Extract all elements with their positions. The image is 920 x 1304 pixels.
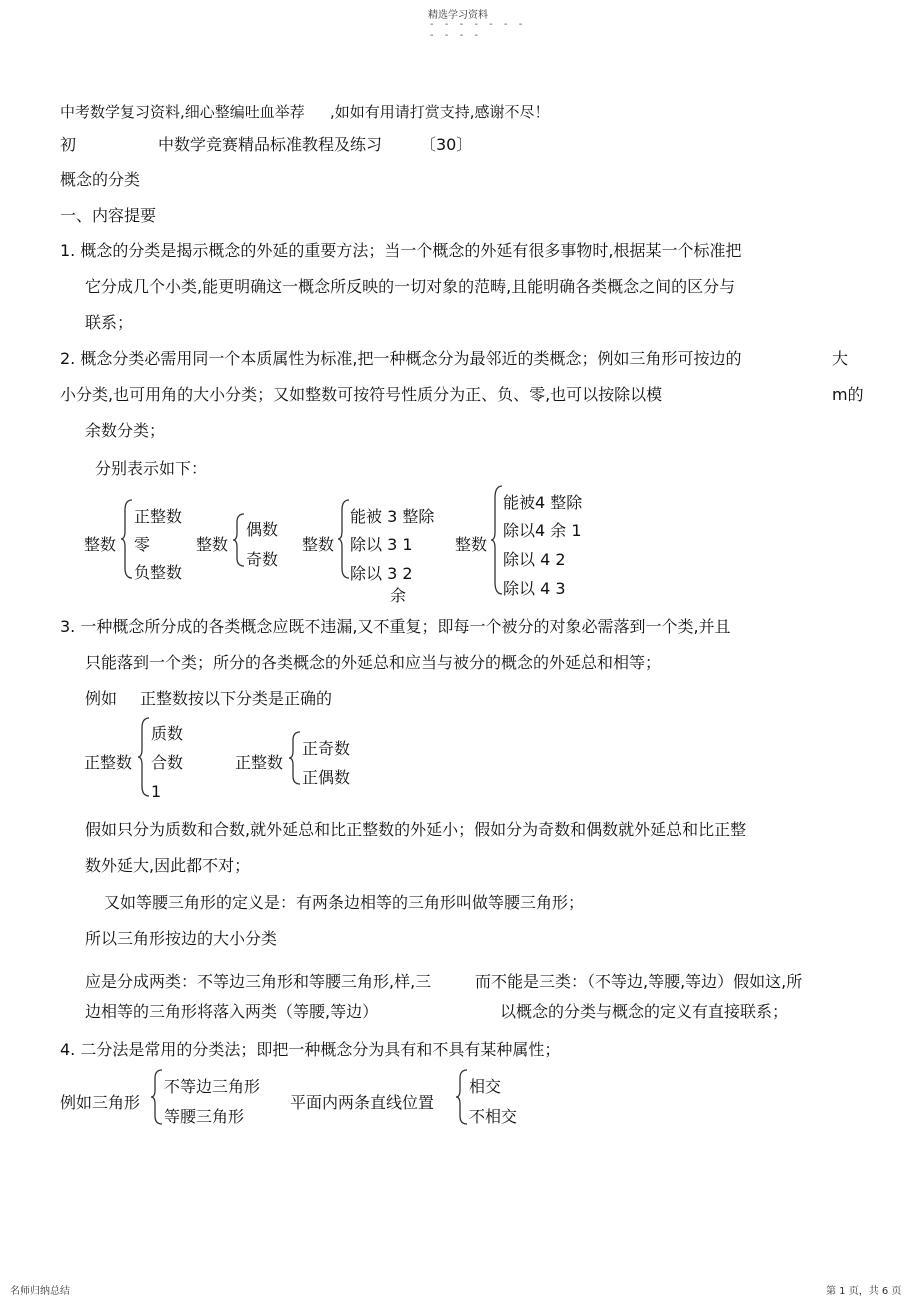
brace-icon xyxy=(288,730,302,786)
subtitle: 概念的分类 xyxy=(60,170,141,189)
class-head: 正整数 xyxy=(84,753,133,772)
paragraph-line: 它分成几个小类,能更明确这一概念所反映的一切对象的范畴,且能明确各类概念之间的区分与 xyxy=(85,277,736,296)
class-item: 正整数 xyxy=(134,507,183,526)
class-item: 相交 xyxy=(469,1077,502,1096)
brace-icon xyxy=(490,484,504,596)
class-item: 零 xyxy=(134,535,151,554)
class-item: 除以 4 2 xyxy=(503,550,566,569)
class-item: 合数 xyxy=(151,753,184,772)
paragraph-line: 边相等的三角形将落入两类（等腰,等边） xyxy=(85,1002,379,1021)
class-head: 整数 xyxy=(455,535,488,554)
paragraph-line: m的 xyxy=(832,385,864,404)
class-item: 能被4 整除 xyxy=(503,493,583,512)
class-item: 不相交 xyxy=(469,1107,518,1126)
class-item: 等腰三角形 xyxy=(164,1107,245,1126)
paragraph-line: 联系； xyxy=(85,313,134,332)
class-item: 除以 4 3 xyxy=(503,579,566,598)
paragraph-line: 所以三角形按边的大小分类 xyxy=(85,929,278,948)
page-number: 第 1 页，共 6 页 xyxy=(826,1286,902,1297)
class-item: 奇数 xyxy=(246,550,279,569)
title-prefix: 初 xyxy=(60,135,77,154)
paragraph-line: 应是分成两类：不等边三角形和等腰三角形,样,三 xyxy=(85,972,432,991)
class-item: 不等边三角形 xyxy=(164,1077,261,1096)
class-item: 负整数 xyxy=(134,563,183,582)
paragraph-line: 4. 二分法是常用的分类法；即把一种概念分为具有和不具有某种属性； xyxy=(60,1040,561,1059)
header-dashes: - - - - xyxy=(430,30,482,41)
brace-icon xyxy=(150,1068,164,1126)
paragraph-line: 只能落到一个类；所分的各类概念的外延总和应当与被分的概念的外延总和相等； xyxy=(85,653,662,672)
paragraph-line: 例如 xyxy=(85,689,118,708)
paragraph-line: 余数分类； xyxy=(85,421,166,440)
class-item: 质数 xyxy=(151,724,184,743)
class-item: 偶数 xyxy=(246,520,279,539)
class-item: 能被 3 整除 xyxy=(350,507,435,526)
paragraph-line: 1. 概念的分类是揭示概念的外延的重要方法；当一个概念的外延有很多事物时,根据某一个标准把 xyxy=(60,241,742,260)
class-head: 平面内两条直线位置 xyxy=(290,1093,435,1112)
intro-line: ,如如有用请打赏支持,感谢不尽！ xyxy=(330,103,550,121)
class-item: 正奇数 xyxy=(302,739,351,758)
class-head: 整数 xyxy=(84,535,117,554)
paragraph-line: 又如等腰三角形的定义是：有两条边相等的三角形叫做等腰三角形； xyxy=(104,893,585,912)
class-head: 正整数 xyxy=(235,753,284,772)
class-head: 整数 xyxy=(196,535,229,554)
paragraph-line: 数外延大,因此都不对； xyxy=(85,856,251,875)
class-head: 整数 xyxy=(302,535,335,554)
class-item: 除以4 余 1 xyxy=(503,521,582,540)
class-item: 除以 3 2 xyxy=(350,564,413,583)
brace-icon xyxy=(137,716,151,798)
paragraph-line: 分别表示如下： xyxy=(95,459,208,478)
brace-icon xyxy=(232,512,246,568)
paragraph-line: 假如只分为质数和合数,就外延总和比正整数的外延小；假如分为奇数和偶数就外延总和比正整 xyxy=(85,820,747,839)
brace-icon xyxy=(120,498,134,580)
header-label: 精选学习资料 xyxy=(428,10,488,21)
paragraph-line: 2. 概念分类必需用同一个本质属性为标准,把一种概念分为最邻近的类概念；例如三角形可按边的 xyxy=(60,349,742,368)
class-note: 余 xyxy=(390,586,407,605)
paragraph-line: 3. 一种概念所分成的各类概念应既不违漏,又不重复；即每一个被分的对象必需落到一个类,并且 xyxy=(60,617,731,636)
paragraph-line: 以概念的分类与概念的定义有直接联系； xyxy=(500,1002,789,1021)
class-head: 例如三角形 xyxy=(60,1093,141,1112)
brace-icon xyxy=(455,1068,469,1126)
header-dashes: - - - - - - - xyxy=(430,19,527,30)
title-number: 〔30〕 xyxy=(420,135,473,154)
paragraph-line: 大 xyxy=(832,349,849,368)
class-item: 1 xyxy=(151,782,162,801)
paragraph-line: 正整数按以下分类是正确的 xyxy=(140,689,333,708)
page-title: 中数学竞赛精品标准教程及练习 xyxy=(158,135,383,154)
section-heading: 一、内容提要 xyxy=(60,206,157,225)
class-item: 正偶数 xyxy=(302,768,351,787)
paragraph-line: 而不能是三类：（不等边,等腰,等边）假如这,所 xyxy=(475,972,803,991)
paragraph-line: 小分类,也可用角的大小分类；又如整数可按符号性质分为正、负、零,也可以按除以模 xyxy=(60,385,663,404)
intro-line: 中考数学复习资料,细心整编吐血举荐 xyxy=(60,103,305,121)
brace-icon xyxy=(337,498,351,580)
class-item: 除以 3 1 xyxy=(350,535,413,554)
footer-left: 名师归纳总结 xyxy=(10,1286,70,1297)
